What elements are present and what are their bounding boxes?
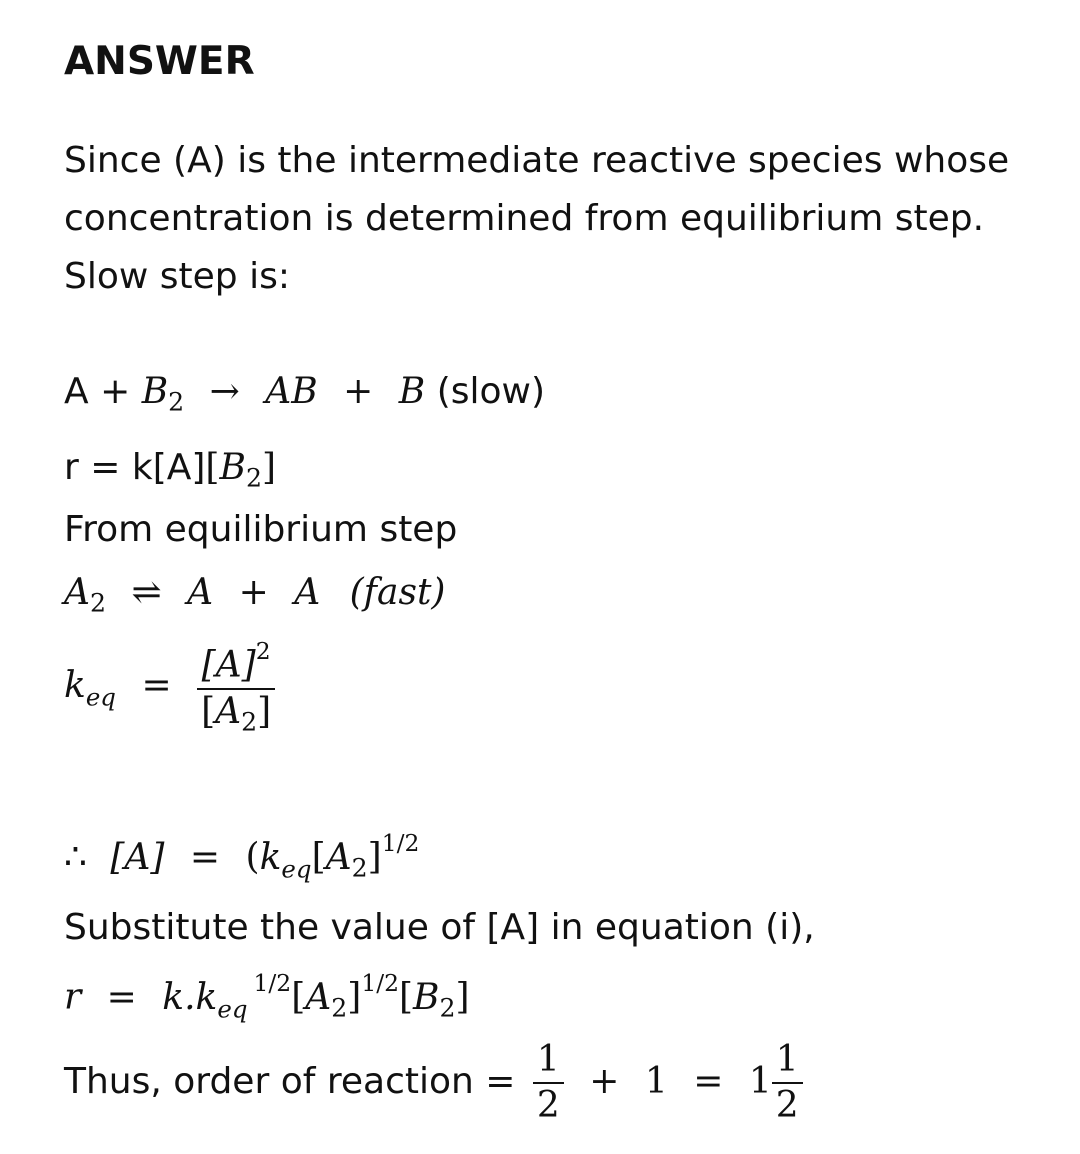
order-label: Thus, order of reaction =: [64, 1061, 516, 1102]
therefore-symbol: ∴: [64, 836, 87, 878]
slow-step-equation: [64, 371, 546, 417]
rate-equation: [64, 447, 277, 493]
keq-equals: =: [141, 665, 172, 707]
final-rate-k-exponent: 1/2: [253, 969, 292, 997]
rate-eq-bracket-open: [: [205, 447, 220, 488]
therefore-a2: $A_2$: [325, 836, 368, 883]
therefore-exponent: 1/2: [381, 829, 420, 857]
keq-numerator: $[A]^2$: [197, 640, 275, 690]
final-rate-r: r: [64, 976, 82, 1018]
slow-step-label: Slow step is:: [64, 256, 290, 297]
rate-eq-lhs: r = k[A]: [64, 447, 206, 488]
order-equals: =: [693, 1061, 724, 1102]
fast-eq-a2: $A_2$: [64, 572, 107, 618]
rate-eq-bracket-close: ]: [261, 447, 277, 488]
order-whole: 1: [748, 1061, 772, 1102]
order-frac2-num: 1: [772, 1042, 803, 1084]
order-fraction-1: [533, 1039, 564, 1126]
intro-text: Since (A) is the intermediate reactive species whose concentration is determined from equilibrium step.: [64, 140, 1010, 239]
intro-paragraph: [64, 132, 1024, 306]
slow-eq-ab: AB: [265, 371, 318, 412]
order-of-reaction: [64, 1039, 803, 1126]
order-fraction-2: [772, 1039, 803, 1126]
slow-eq-b2: $B_2$: [141, 371, 185, 417]
keq-equation: [64, 637, 275, 737]
fast-eq-a-2: A: [294, 572, 321, 613]
slow-eq-lhs: A +: [64, 371, 131, 412]
fast-eq-plus: +: [238, 572, 269, 613]
order-frac2-den: 2: [775, 1085, 799, 1126]
therefore-keq: $k_{eq}$: [259, 836, 312, 884]
order-frac1-num: 1: [533, 1042, 564, 1084]
therefore-bracket-close: ]: [367, 836, 382, 878]
therefore-lhs: [A]: [110, 836, 165, 878]
therefore-paren-open: (: [245, 836, 260, 878]
fast-eq-arrow: ⇌: [131, 572, 162, 613]
slow-eq-tag: (slow): [436, 371, 546, 412]
final-rate-a2: $A_2$: [305, 976, 348, 1023]
order-plus: +: [589, 1061, 620, 1102]
final-rate-k: $k.k_{eq}$: [162, 976, 248, 1024]
fast-eq-a: A: [187, 572, 214, 613]
fast-equilibrium-equation: [64, 572, 446, 618]
final-rate-a-open: [: [291, 976, 306, 1018]
final-rate-equation: [64, 969, 470, 1024]
keq-symbol: $k_{eq}$: [64, 665, 116, 712]
keq-denominator: $[A_2]$: [201, 690, 272, 737]
therefore-bracket-open: [: [311, 836, 326, 878]
slow-eq-arrow: →: [209, 371, 240, 412]
keq-fraction: [197, 637, 275, 737]
slow-eq-plus: +: [343, 371, 374, 412]
answer-heading: ANSWER: [64, 39, 255, 84]
final-rate-a-close: ]: [347, 976, 362, 1018]
order-one: 1: [644, 1061, 668, 1102]
therefore-equation: [64, 829, 420, 884]
order-frac1-den: 2: [536, 1085, 560, 1126]
fast-eq-tag: (fast): [349, 572, 446, 613]
final-rate-a-exponent: 1/2: [361, 969, 399, 997]
final-rate-b2: $B_2$: [413, 976, 456, 1023]
final-rate-b-close: ]: [455, 976, 470, 1018]
equilibrium-label: From equilibrium step: [64, 509, 458, 550]
rate-eq-b2: $B_2$: [219, 447, 262, 493]
final-rate-b-open: [: [398, 976, 414, 1018]
therefore-equals: =: [189, 836, 221, 878]
substitute-label: Substitute the value of [A] in equation (i),: [64, 907, 815, 948]
final-rate-equals: =: [106, 976, 137, 1018]
slow-eq-b: B: [398, 371, 426, 412]
